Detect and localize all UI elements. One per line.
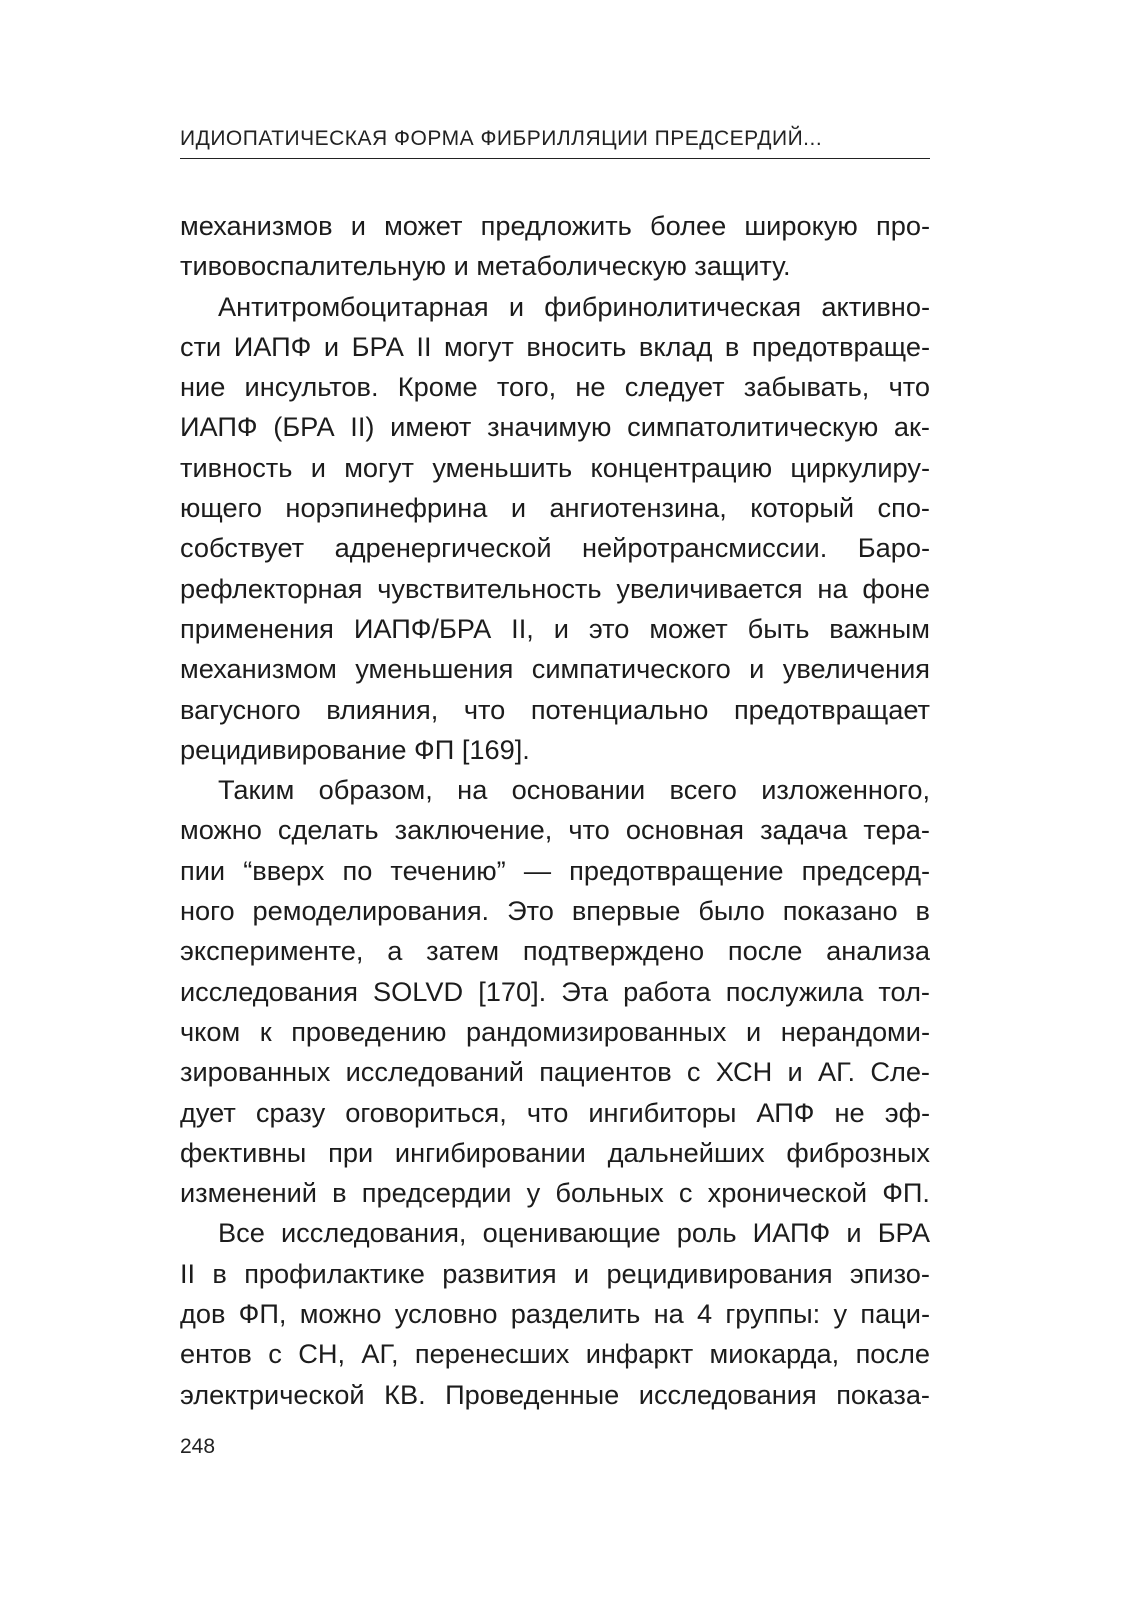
page-number: 248 (180, 1435, 216, 1458)
text-line: зированных исследований пациентов с ХСН и АГ. Сле- (180, 1056, 930, 1088)
text-line: Все исследования, оценивающие роль ИАПФ и БРА (218, 1217, 930, 1249)
text-line: ентов с СН, АГ, перенесших инфаркт миокарда, после (180, 1338, 930, 1370)
text-line: Таким образом, на основании всего изложенного, (218, 774, 930, 806)
text-line: сти ИАПФ и БРА II могут вносить вклад в предотвраще- (180, 330, 930, 362)
text-line: Антитромбоцитарная и фибринолитическая активно- (218, 290, 930, 322)
text-line: эксперименте, а затем подтверждено после анализа (180, 935, 930, 967)
text-line: рефлекторная чувствительность увеличивается на фоне (180, 572, 930, 604)
text-line: собствует адренергической нейротрансмиссии. Баро- (180, 532, 930, 564)
text-line: пии “вверх по течению” — предотвращение предсерд- (180, 854, 930, 886)
text-line: исследования SOLVD [170]. Эта работа послужила тол- (180, 975, 930, 1007)
body-text (180, 206, 930, 1415)
text-line: ного ремоделирования. Это впервые было показано в (180, 895, 930, 927)
text-line: II в профилактике развития и рецидивирования эпизо- (180, 1257, 930, 1289)
text-line: тивовоспалительную и метаболическую защиту. (180, 250, 791, 282)
text-line: тивность и могут уменьшить концентрацию циркулиру- (180, 451, 930, 483)
text-line: рецидивирование ФП [169]. (180, 733, 530, 765)
text-line: электрической КВ. Проведенные исследования показа- (180, 1378, 930, 1410)
text-line: механизмом уменьшения симпатического и увеличения (180, 653, 930, 685)
text-line: вагусного влияния, что потенциально предотвращает (180, 693, 930, 725)
text-line: изменений в предсердии у больных с хронической ФП. (180, 1177, 930, 1209)
text-line: дов ФП, можно условно разделить на 4 группы: у паци- (180, 1298, 930, 1330)
text-line: ющего норэпинефрина и ангиотензина, который спо- (180, 492, 930, 524)
text-line: чком к проведению рандомизированных и нерандоми- (180, 1015, 930, 1047)
text-line: ИАПФ (БРА II) имеют значимую симпатолитическую ак- (180, 411, 930, 443)
running-header: ИДИОПАТИЧЕСКАЯ ФОРМА ФИБРИЛЛЯЦИИ ПРЕДСЕРДИЙ... (180, 127, 823, 150)
text-line: фективны при ингибировании дальнейших фиброзных (180, 1136, 930, 1168)
text-line: ние инсультов. Кроме того, не следует забывать, что (180, 371, 930, 403)
text-line: применения ИАПФ/БРА II, и это может быть важным (180, 612, 930, 644)
text-line: механизмов и может предложить более широкую про- (180, 210, 930, 241)
text-line: дует сразу оговориться, что ингибиторы АПФ не эф- (180, 1096, 930, 1128)
header-divider (180, 158, 930, 159)
text-line: можно сделать заключение, что основная задача тера- (180, 814, 930, 846)
